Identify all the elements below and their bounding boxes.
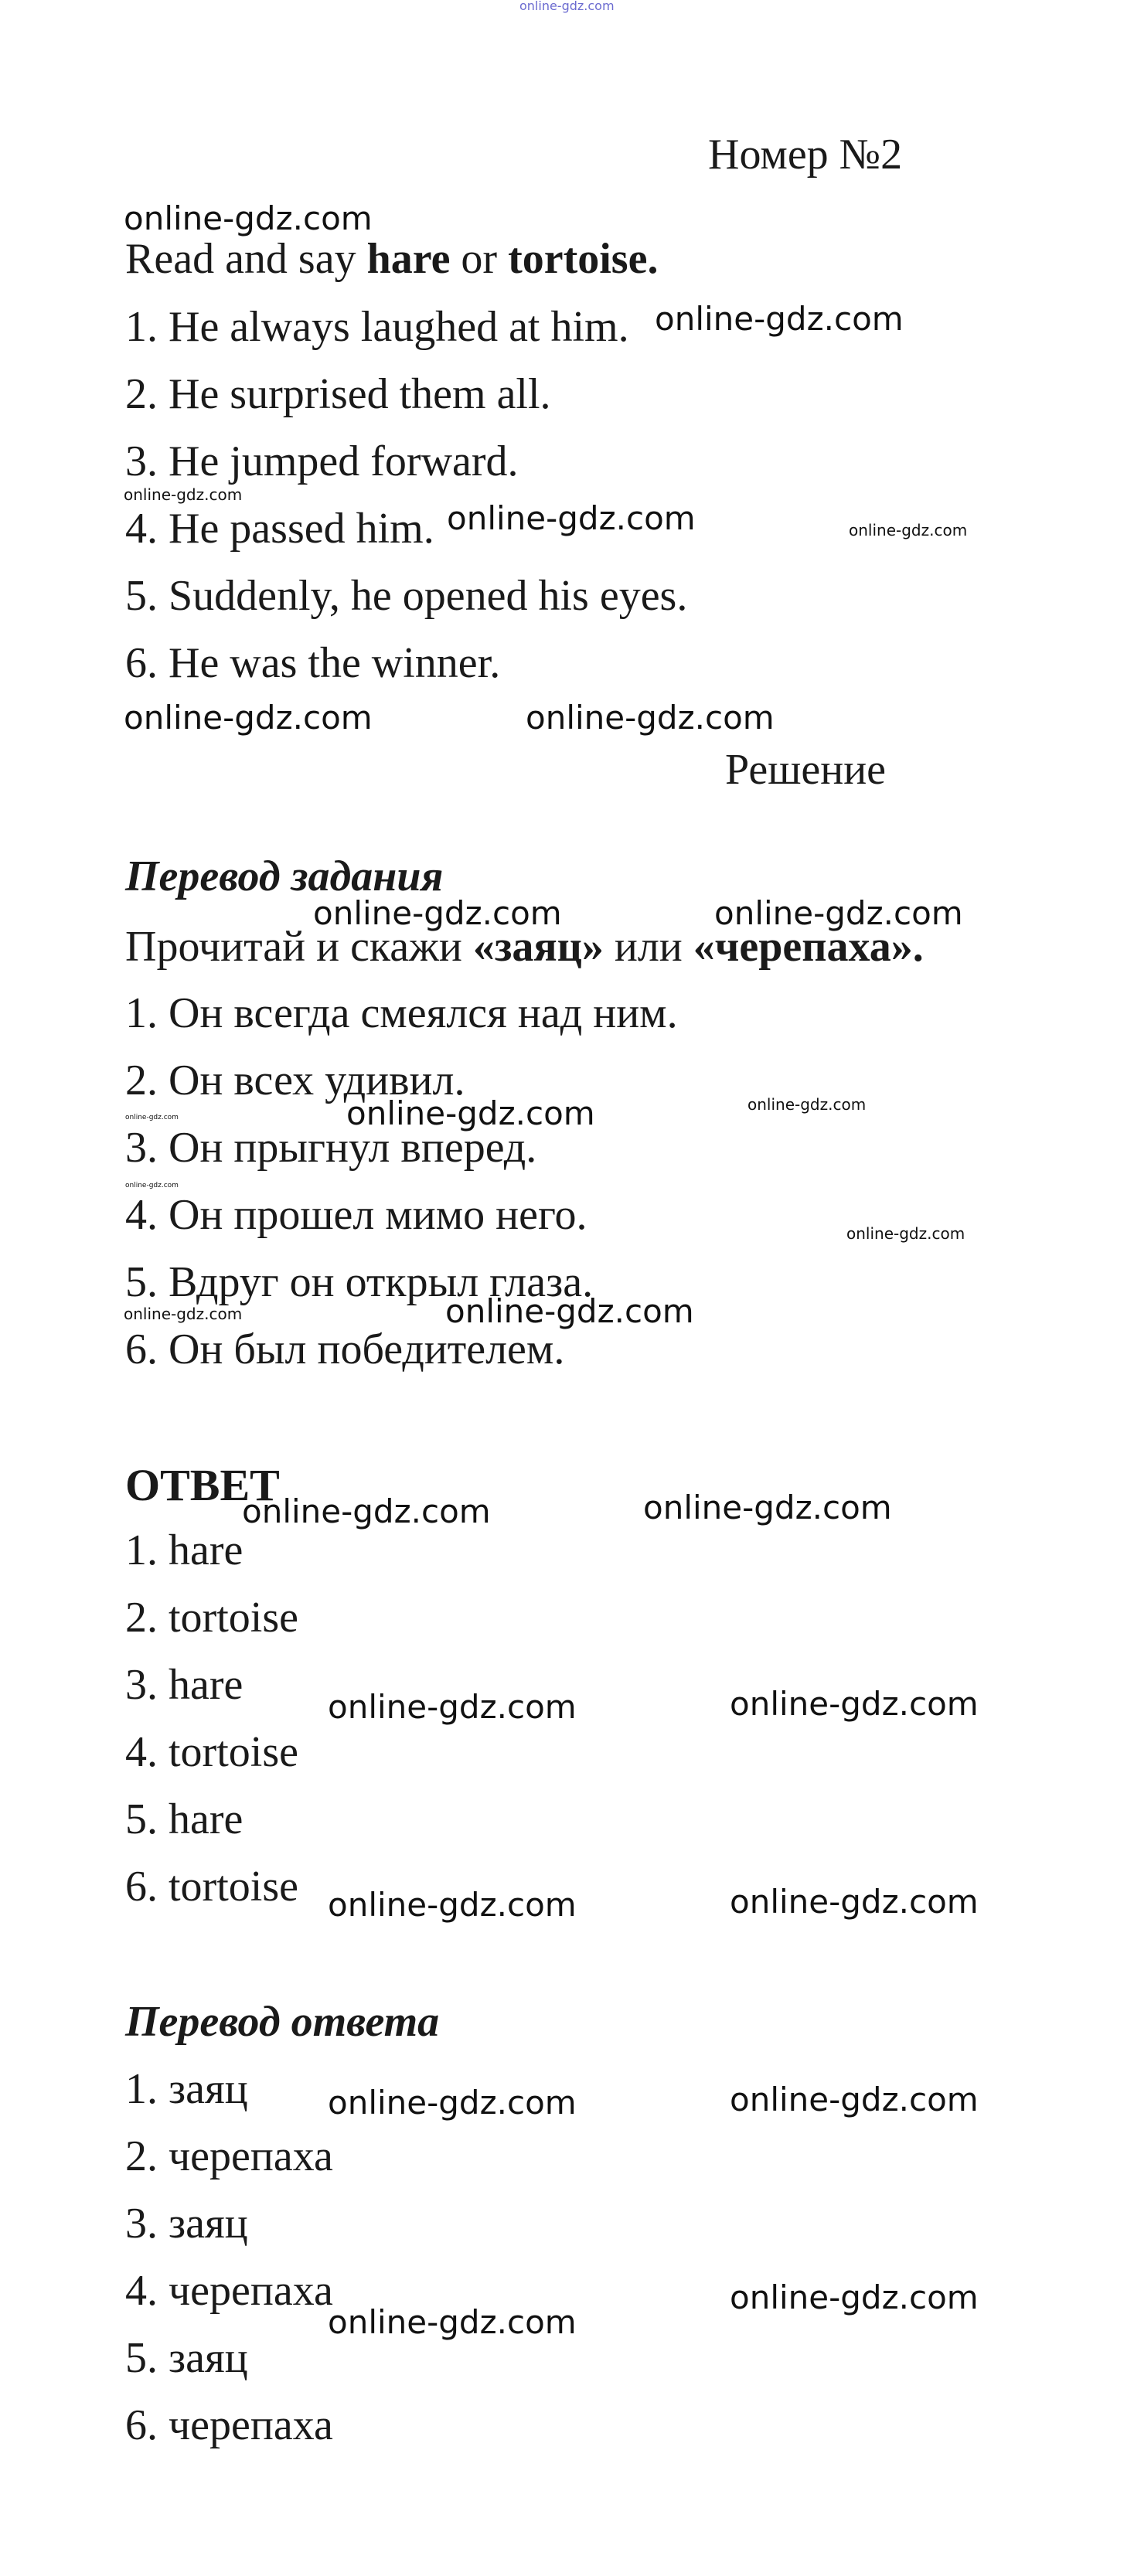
watermark: online-gdz.com (730, 2278, 979, 2316)
watermark: online-gdz.com (328, 2303, 577, 2341)
page-title: Номер №2 (708, 131, 903, 179)
watermark: online-gdz.com (747, 1095, 867, 1114)
watermark: online-gdz.com (730, 1883, 979, 1921)
watermark: online-gdz.com (328, 1688, 577, 1726)
watermark: online-gdz.com (730, 2081, 979, 2118)
task-translation-item: 5. Вдруг он открыл глаза. (125, 1258, 594, 1306)
watermark: online-gdz.com (730, 1685, 979, 1723)
watermark: online-gdz.com (328, 1886, 577, 1924)
task-translation-item: 4. Он прошел мимо него. (125, 1191, 587, 1239)
answer-translation-item: 1. заяц (125, 2065, 248, 2113)
task-translation-item: 6. Он был победителем. (125, 1325, 565, 1373)
watermark: online-gdz.com (714, 894, 963, 932)
answer-item: 2. tortoise (125, 1594, 298, 1642)
answer-translation-item: 3. заяц (125, 2200, 248, 2248)
watermark: online-gdz.com (846, 1224, 965, 1243)
watermark: online-gdz.com (346, 1094, 595, 1132)
answer-translation-item: 5. заяц (125, 2334, 248, 2382)
watermark: online-gdz.com (313, 894, 562, 932)
answer-item: 4. tortoise (125, 1728, 298, 1776)
answer-translation-item: 6. черепаха (125, 2401, 333, 2449)
watermark: online-gdz.com (447, 499, 696, 537)
answer-item: 5. hare (125, 1795, 243, 1843)
task-item: 5. Suddenly, he opened his eyes. (125, 572, 688, 620)
watermark: online-gdz.com (124, 699, 373, 737)
task-translation-instruction: Прочитай и скажи «заяц» или «черепаха». (125, 923, 924, 971)
task-translation-item: 3. Он прыгнул вперед. (125, 1124, 537, 1172)
watermark: online-gdz.com (124, 485, 243, 504)
task-item: 4. He passed him. (125, 505, 434, 553)
watermark: online-gdz.com (125, 1114, 179, 1121)
watermark: online-gdz.com (125, 1182, 179, 1189)
watermark: online-gdz.com (655, 300, 904, 338)
answer-heading: ОТВЕТ (125, 1460, 280, 1510)
task-translation-item: 1. Он всегда смеялся над ним. (125, 989, 678, 1037)
answer-item: 1. hare (125, 1526, 243, 1574)
task-item: 1. He always laughed at him. (125, 303, 629, 351)
answer-translation-item: 4. черепаха (125, 2267, 333, 2315)
task-translation-item: 2. Он всех удивил. (125, 1057, 465, 1104)
answer-translation-heading: Перевод ответа (125, 1998, 440, 2046)
watermark: online-gdz.com (124, 199, 373, 237)
watermark: online-gdz.com (328, 2084, 577, 2122)
task-instruction: Read and say hare or tortoise. (125, 235, 659, 283)
watermark: online-gdz.com (526, 699, 775, 737)
watermark: online-gdz.com (849, 521, 968, 539)
answer-translation-item: 2. черепаха (125, 2132, 333, 2180)
answer-item: 3. hare (125, 1661, 243, 1709)
watermark: online-gdz.com (643, 1489, 892, 1526)
answer-item: 6. tortoise (125, 1863, 298, 1911)
task-item: 3. He jumped forward. (125, 437, 519, 485)
task-item: 6. He was the winner. (125, 639, 501, 687)
top-watermark: online-gdz.com (519, 0, 615, 13)
watermark: online-gdz.com (124, 1305, 243, 1323)
watermark: online-gdz.com (242, 1492, 491, 1530)
task-translation-heading: Перевод задания (125, 852, 444, 900)
solution-label: Решение (725, 746, 887, 794)
task-item: 2. He surprised them all. (125, 370, 551, 418)
watermark: online-gdz.com (445, 1292, 694, 1330)
